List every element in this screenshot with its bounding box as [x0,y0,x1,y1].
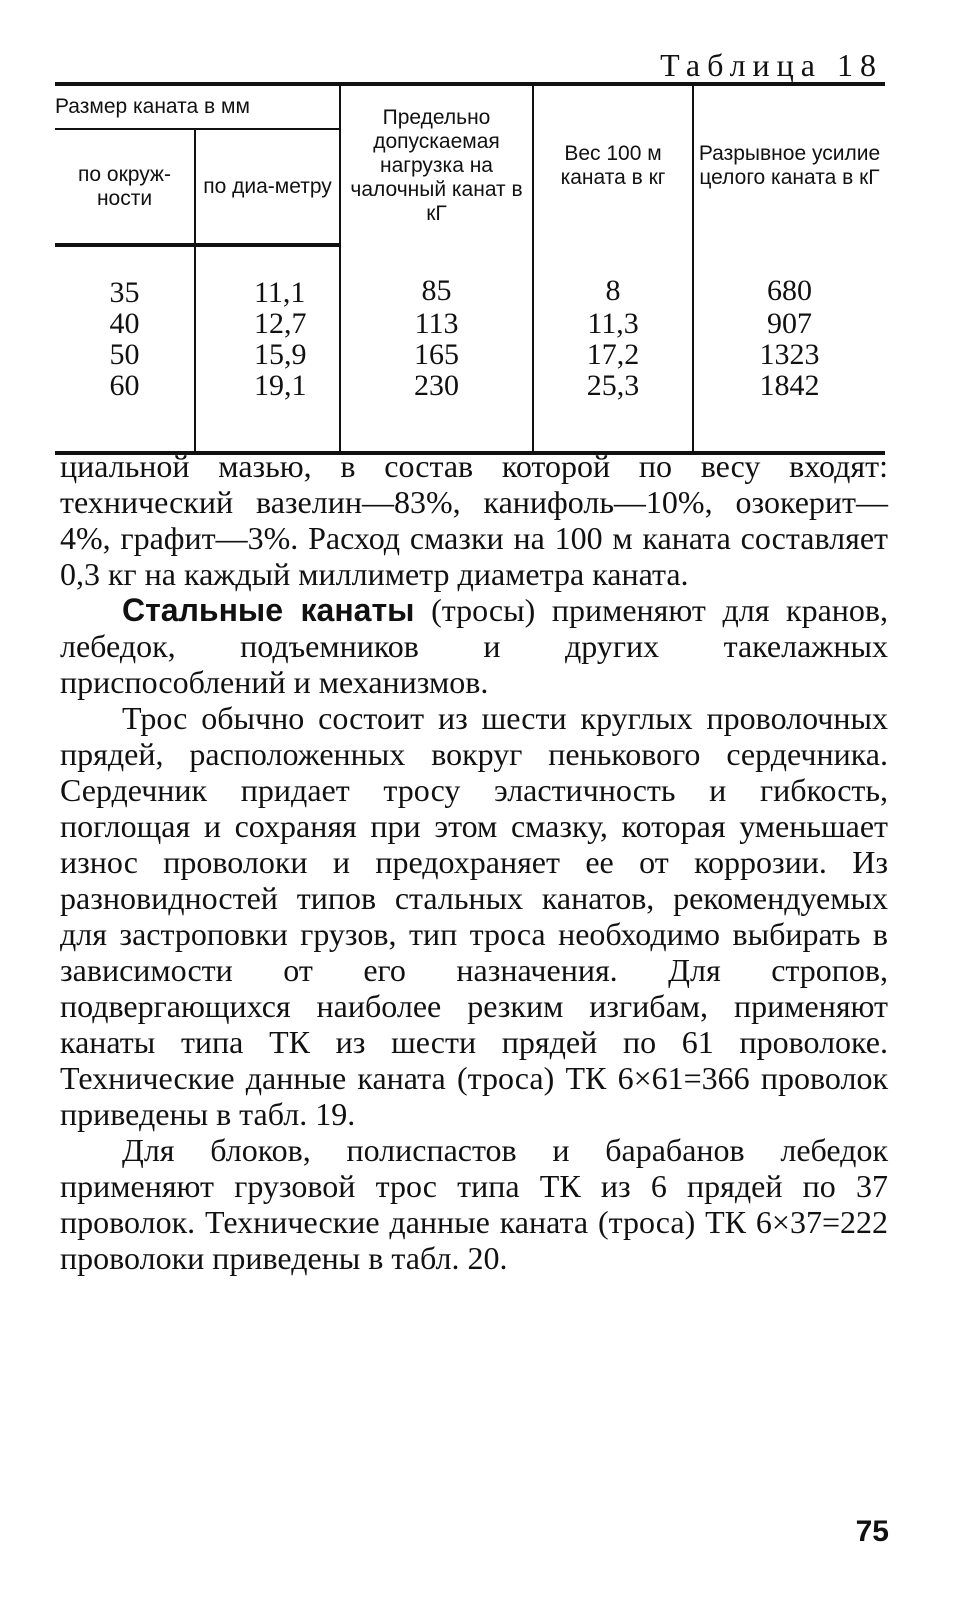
table-cell: 113 [340,308,533,339]
table-cell: 15,9 [195,339,340,370]
header-diameter: по диа-метру [195,129,340,245]
page-number: 75 [855,1515,889,1548]
table-spacer-row [55,401,885,453]
table-cell: 907 [693,308,885,339]
table-row [55,370,885,401]
header-weight: Вес 100 м каната в кг [533,84,693,245]
table-caption: Таблица 18 [660,47,883,83]
paragraph-lubricant: циальной мазью, в состав которой по весу входят: технический вазелин—83%, канифоль—10%, озокерит—4%, графит—3%. Расход смазки на 100 м каната составляет 0,3 кг на каждый миллиметр диаметра каната. [60,448,888,592]
table-cell: 50 [109,338,140,371]
paragraph-cargo-rope: Для блоков, полиспастов и барабанов лебедок применяют грузовой трос типа ТК из 6 прядей по 37 проволок. Технические данные каната (троса) ТК 6×37=222 проволоки приведены в табл. 20. [60,1132,888,1276]
table-row [55,245,885,308]
header-breaking-force: Разрывное усилие целого каната в кГ [693,84,885,245]
table-row [55,308,885,339]
table-cell: 11,1 [195,245,340,308]
table-cell: 12,7 [195,308,340,339]
header-rope-size: Размер каната в мм [55,84,340,129]
paragraph-rope-structure: Трос обычно состоит из шести круглых проволочных прядей, расположенных вокруг пенькового сердечника. Сердечник придает тросу эластичность и гибкость, поглощая и сохраняя при этом смазку, которая уменьшает износ проволоки и предохраняет ее от коррозии. Из разновидностей типов стальных канатов, рекомендуемых для застроповки грузов, тип троса необходимо выбирать в зависимости от его назначения. Для стропов, подвергающихся наиболее резким изгибам, применяют канаты типа ТК из шести прядей по 61 проволоке. Технические данные каната (троса) ТК 6×61=366 проволок приведены в табл. 19. [60,700,888,1132]
header-max-load: Предельно допускаемая нагрузка на чалочный канат в кГ [340,84,533,245]
table-cell: 40 [109,307,140,340]
table-cell: 85 [340,245,533,308]
table-cell: 165 [340,339,533,370]
table-cell: 680 [693,245,885,308]
table-row [55,339,885,370]
table-cell: 230 [340,370,533,401]
paragraph-steel-ropes [60,592,888,700]
table-cell: 17,2 [533,339,693,370]
table-cell: 35 [109,276,140,309]
table-cell: 60 [109,369,140,402]
table-cell: 8 [533,245,693,308]
table-cell: 25,3 [533,370,693,401]
table-cell: 1842 [693,370,885,401]
table-cell: 19,1 [195,370,340,401]
header-circumference: по окруж-ности [55,129,195,245]
table-cell: 11,3 [533,308,693,339]
rope-data-table [55,82,885,455]
body-text [60,448,888,1276]
paragraph-steel-ropes-text: (тросы) применяют для кранов, лебедок, подъемников и других такелажных приспособлений и механизмов. [60,592,889,700]
table-cell: 1323 [693,339,885,370]
term-steel-ropes: Стальные канаты [122,592,415,628]
